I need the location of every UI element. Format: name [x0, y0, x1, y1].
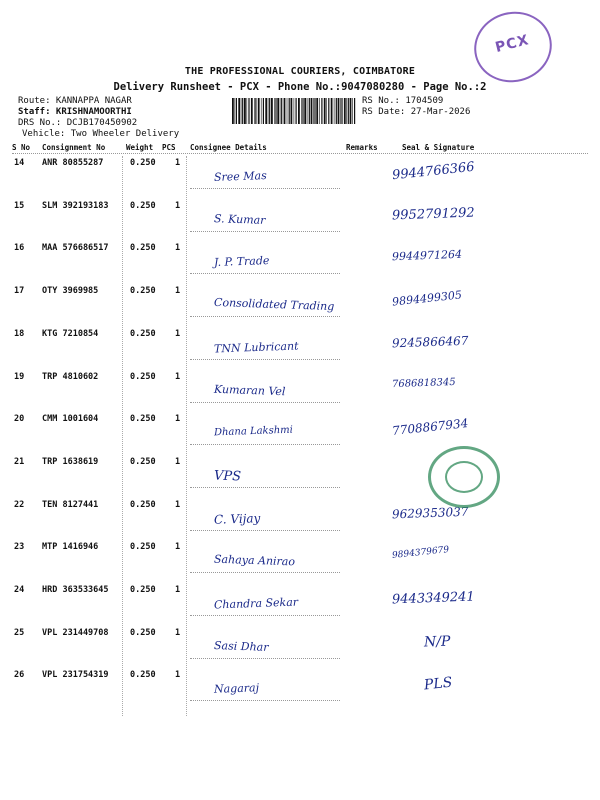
col-remarks: Remarks [346, 143, 378, 152]
row-pcs: 1 [175, 328, 181, 339]
barcode-bar [268, 98, 269, 124]
consignee-line [190, 359, 340, 360]
row-pcs: 1 [175, 371, 181, 382]
row-consignment-no: CMM 1001604 [42, 414, 99, 425]
barcode-bar [263, 98, 264, 124]
row-pcs: 1 [175, 243, 181, 254]
barcode-bar [334, 98, 335, 124]
row-weight: 0.250 [130, 158, 156, 168]
row-consignment-no: TRP 4810602 [42, 371, 99, 382]
row-sno: 18 [14, 328, 25, 339]
barcode-bar [271, 98, 273, 124]
barcode-bar [281, 98, 282, 124]
barcode-bar [258, 98, 260, 124]
route-label: Route: KANNAPPA NAGAR [18, 96, 132, 106]
barcode-bar [326, 98, 327, 124]
consignee-line [190, 700, 340, 701]
consignee-line [190, 658, 340, 659]
barcode-bar [311, 98, 313, 124]
row-pcs: 1 [175, 627, 181, 638]
barcode-bar [304, 98, 306, 124]
row-sno: 23 [14, 542, 25, 553]
barcode-bar [316, 98, 318, 124]
column-divider [122, 156, 123, 716]
barcode-bar [236, 98, 237, 124]
row-signature-handwriting: 9629353037 [391, 504, 469, 521]
barcode-bar [313, 98, 314, 124]
barcode-bar [314, 98, 315, 124]
row-pcs: 1 [175, 670, 181, 681]
row-sno: 21 [14, 456, 25, 467]
table-row [0, 284, 600, 327]
row-pcs: 1 [175, 456, 181, 467]
row-sno: 26 [14, 670, 25, 681]
row-signature-handwriting: 9443349241 [391, 589, 475, 608]
consignee-line [190, 188, 340, 189]
barcode-bar [350, 98, 352, 124]
table-row [0, 583, 600, 626]
row-consignment-no: HRD 363533645 [42, 585, 109, 595]
row-consignee-handwriting: VPS [213, 468, 242, 485]
barcode-bar [302, 98, 303, 124]
row-pcs: 1 [175, 286, 181, 297]
row-weight: 0.250 [130, 670, 156, 681]
row-consignment-no: ANR 80855287 [42, 158, 104, 168]
table-row [0, 156, 600, 199]
barcode-bar [247, 98, 248, 124]
row-sno: 15 [14, 200, 25, 211]
consignee-line [190, 572, 340, 573]
barcode-bar [255, 98, 256, 124]
row-consignment-no: TRP 1638619 [42, 456, 99, 467]
table-row [0, 498, 600, 541]
column-divider [186, 156, 187, 716]
barcode-bar [254, 98, 255, 124]
row-weight: 0.250 [130, 371, 156, 382]
barcode-bar [287, 98, 288, 124]
row-signature-handwriting: 9894379679 [391, 545, 450, 562]
barcode [232, 98, 356, 124]
barcode-bar [261, 98, 262, 124]
barcode-bar [235, 98, 236, 124]
row-consignee-handwriting: Dhana Lakshmi [213, 424, 294, 439]
barcode-bar [251, 98, 253, 124]
row-consignment-no: SLM 392193183 [42, 200, 109, 211]
row-pcs: 1 [175, 499, 181, 510]
barcode-bar [298, 98, 300, 124]
barcode-bar [328, 98, 329, 124]
row-weight: 0.250 [130, 243, 156, 254]
barcode-bar [244, 98, 246, 124]
barcode-bar [238, 98, 240, 124]
row-weight: 0.250 [130, 414, 156, 425]
barcode-bar [352, 98, 353, 124]
row-pcs: 1 [175, 542, 181, 553]
row-consignee-handwriting: TNN Lubricant [213, 339, 299, 356]
consignee-line [190, 316, 340, 317]
consignee-line [190, 615, 340, 616]
col-signature: Seal & Signature [402, 143, 475, 152]
row-sno: 20 [14, 414, 25, 425]
row-signature-handwriting: 9952791292 [391, 205, 475, 224]
row-signature-handwriting: 9944971264 [391, 248, 463, 264]
barcode-bar [319, 98, 320, 124]
barcode-bar [289, 98, 290, 124]
barcode-bar [348, 98, 349, 124]
row-sno: 19 [14, 371, 25, 382]
barcode-bar [284, 98, 286, 124]
row-consignee-handwriting: J. P. Trade [213, 254, 270, 270]
barcode-bar [341, 98, 342, 124]
row-weight: 0.250 [130, 542, 156, 553]
row-signature-handwriting: PLS [423, 674, 454, 694]
consignee-line [190, 231, 340, 232]
table-row [0, 241, 600, 284]
table-row [0, 668, 600, 711]
vehicle-label: Vehicle: Two Wheeler Delivery [22, 129, 180, 139]
row-consignment-no: VPL 231449708 [42, 627, 109, 638]
barcode-bar [232, 98, 234, 124]
row-weight: 0.250 [130, 286, 156, 297]
barcode-bar [344, 98, 346, 124]
row-consignee-handwriting: C. Vijay [213, 510, 261, 527]
row-consignee-handwriting: Sahaya Anirao [213, 552, 296, 569]
barcode-bar [331, 98, 333, 124]
barcode-bar [301, 98, 302, 124]
row-consignee-handwriting: Sasi Dhar [213, 638, 269, 654]
consignee-line [190, 530, 340, 531]
barcode-bar [242, 98, 243, 124]
row-consignee-handwriting: Consolidated Trading [213, 295, 335, 314]
consignee-line [190, 444, 340, 445]
barcode-bar [309, 98, 310, 124]
barcode-bar [241, 98, 242, 124]
consignee-line [190, 487, 340, 488]
row-consignment-no: MTP 1416946 [42, 542, 99, 553]
row-sno: 22 [14, 499, 25, 510]
rs-no-label: RS No.: 1704509 [362, 96, 444, 106]
barcode-bar [274, 98, 275, 124]
row-consignee-handwriting: Kumaran Vel [213, 382, 286, 398]
row-pcs: 1 [175, 585, 181, 595]
row-signature-handwriting: N/P [423, 633, 451, 651]
table-row [0, 626, 600, 669]
row-weight: 0.250 [130, 456, 156, 467]
office-seal [428, 446, 500, 508]
consignee-line [190, 402, 340, 403]
col-consignment: Consignment No [42, 143, 106, 152]
col-consignee: Consignee Details [190, 143, 267, 152]
pcx-stamp-text: PCX [493, 32, 531, 57]
table-row [0, 455, 600, 498]
barcode-bar [321, 98, 322, 124]
row-weight: 0.250 [130, 200, 156, 211]
barcode-bar [248, 98, 249, 124]
barcode-bar [338, 98, 340, 124]
barcode-bar [346, 98, 347, 124]
row-weight: 0.250 [130, 627, 156, 638]
row-consignment-no: TEN 8127441 [42, 499, 99, 510]
row-consignment-no: OTY 3969985 [42, 286, 99, 297]
row-sno: 14 [14, 158, 25, 168]
barcode-bar [336, 98, 337, 124]
col-sno: S No [12, 143, 31, 152]
barcode-bar [307, 98, 308, 124]
row-pcs: 1 [175, 200, 181, 211]
barcode-bar [277, 98, 279, 124]
barcode-bar [294, 98, 295, 124]
row-signature-handwriting: 9894499305 [391, 288, 463, 309]
col-pcs: PCS [162, 143, 176, 152]
row-pcs: 1 [175, 158, 181, 168]
table-row [0, 412, 600, 455]
consignee-line [190, 273, 340, 274]
barcode-bar [269, 98, 270, 124]
row-weight: 0.250 [130, 499, 156, 510]
row-consignment-no: MAA 576686517 [42, 243, 109, 254]
table-row [0, 327, 600, 370]
row-signature-handwriting: 7686818345 [391, 376, 456, 390]
header-divider [12, 153, 588, 154]
row-consignee-handwriting: Nagaraj [213, 681, 260, 697]
barcode-bar [265, 98, 267, 124]
row-consignment-no: VPL 231754319 [42, 670, 109, 681]
table-row [0, 370, 600, 413]
barcode-bar [291, 98, 293, 124]
row-consignee-handwriting: S. Kumar [213, 211, 266, 227]
table-row [0, 199, 600, 242]
row-signature-handwriting: 9245866467 [391, 333, 469, 351]
barcode-bar [280, 98, 281, 124]
row-sno: 24 [14, 585, 25, 595]
row-pcs: 1 [175, 414, 181, 425]
col-weight: Weight [126, 143, 154, 152]
pcx-stamp [467, 4, 560, 91]
runsheet-subtitle: Delivery Runsheet - PCX - Phone No.:9047080280 - Page No.:2 [113, 81, 487, 93]
barcode-bar [354, 98, 355, 124]
barcode-bar [340, 98, 341, 124]
row-sno: 17 [14, 286, 25, 297]
rs-date-label: RS Date: 27-Mar-2026 [362, 107, 471, 117]
staff-label: Staff: KRISHNAMOORTHI [18, 107, 132, 117]
table-row [0, 540, 600, 583]
row-signature-handwriting: 9944766366 [391, 159, 476, 184]
row-consignee-handwriting: Chandra Sekar [213, 595, 299, 612]
row-signature-handwriting: 7708867934 [391, 416, 469, 439]
barcode-bar [275, 98, 276, 124]
row-sno: 16 [14, 243, 25, 254]
row-consignment-no: KTG 7210854 [42, 328, 99, 339]
barcode-bar [296, 98, 297, 124]
company-title: THE PROFESSIONAL COURIERS, COIMBATORE [184, 66, 416, 77]
row-weight: 0.250 [130, 585, 156, 595]
barcode-bar [324, 98, 326, 124]
row-weight: 0.250 [130, 328, 156, 339]
row-sno: 25 [14, 627, 25, 638]
drs-label: DRS No.: DCJB170450902 [18, 118, 138, 128]
row-consignee-handwriting: Sree Mas [213, 169, 267, 184]
